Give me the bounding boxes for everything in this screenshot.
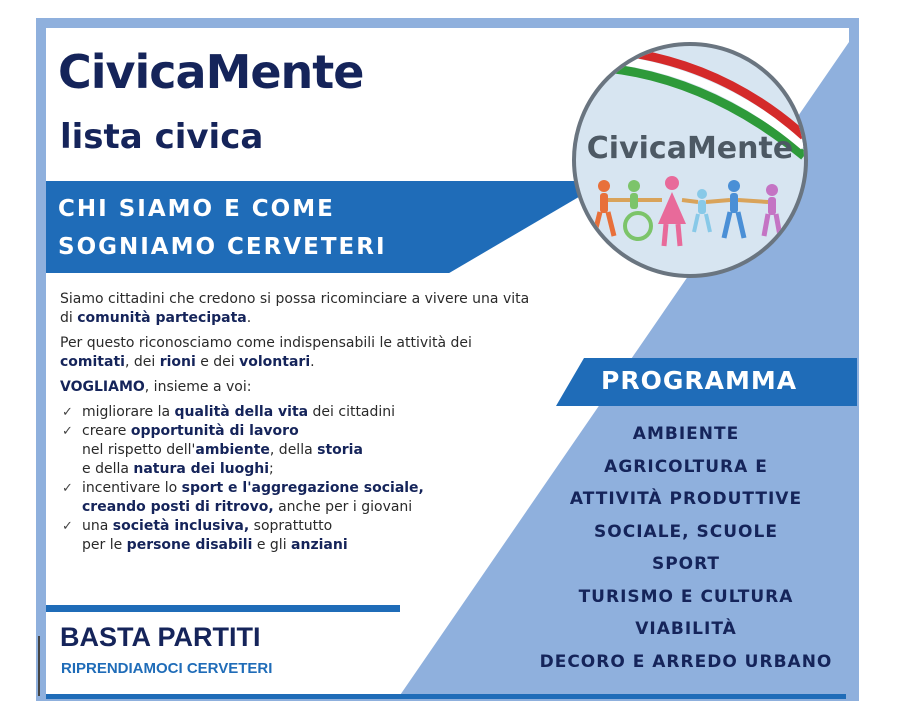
flyer	[36, 18, 859, 701]
programma-item: AGRICOLTURA E	[604, 456, 768, 477]
programma-item: VIABILITÀ	[635, 619, 737, 639]
footer-divider	[46, 605, 400, 612]
people-chain-icon	[594, 176, 780, 246]
goals-list	[60, 403, 530, 555]
check-icon: ✓	[62, 424, 73, 439]
logo-text: CivicaMente	[586, 131, 794, 166]
left-edge-bar	[36, 636, 40, 696]
programma-item: DECORO E ARREDO URBANO	[539, 651, 833, 672]
programma-item: AMBIENTE	[632, 424, 740, 444]
programma-title: PROGRAMMA	[601, 366, 798, 395]
tagline: RIPRENDIAMOCI CERVETERI	[61, 660, 273, 677]
programma-item: SOCIALE, SCUOLE	[594, 521, 778, 542]
list-item: ✓ migliorare la qualità della vita dei cittadini	[62, 404, 396, 420]
logo-graphic	[576, 46, 804, 274]
band-heading-line2: SOGNIAMO CERVETERI	[58, 234, 387, 260]
intro-paragraph-2: Per questo riconosciamo come indispensabili le attività dei comitati, dei rioni e dei volontari.	[60, 335, 472, 370]
list-item: ✓ incentivare lo sport e l'aggregazione sociale, creando posti di ritrovo, anche per i giovani	[62, 480, 424, 515]
logo	[572, 42, 808, 278]
programma-item: TURISMO E CULTURA	[578, 586, 794, 607]
check-icon: ✓	[62, 481, 73, 496]
page-title: CivicaMente	[58, 45, 364, 99]
intro-paragraph-1: Siamo cittadini che credono si possa ricominciare a vivere una vita di comunità partecipata.	[60, 291, 530, 326]
programma-item: ATTIVITÀ PRODUTTIVE	[569, 489, 803, 509]
bottom-strip	[46, 694, 846, 701]
list-item: ✓ creare opportunità di lavoro nel rispetto dell'ambiente, della storia e della natura dei luoghi;	[62, 423, 363, 477]
band-heading-line1: CHI SIAMO E COME	[58, 196, 335, 222]
intro-text	[60, 290, 530, 555]
check-icon: ✓	[62, 519, 73, 534]
list-item: ✓ una società inclusiva, soprattutto per le persone disabili e gli anziani	[62, 518, 348, 553]
programma-list	[516, 422, 856, 682]
page-subtitle: lista civica	[60, 117, 264, 157]
programma-item: SPORT	[651, 554, 721, 574]
slogan: BASTA PARTITI	[60, 622, 261, 652]
check-icon: ✓	[62, 405, 73, 420]
intro-paragraph-3: VOGLIAMO, insieme a voi:	[60, 379, 252, 395]
